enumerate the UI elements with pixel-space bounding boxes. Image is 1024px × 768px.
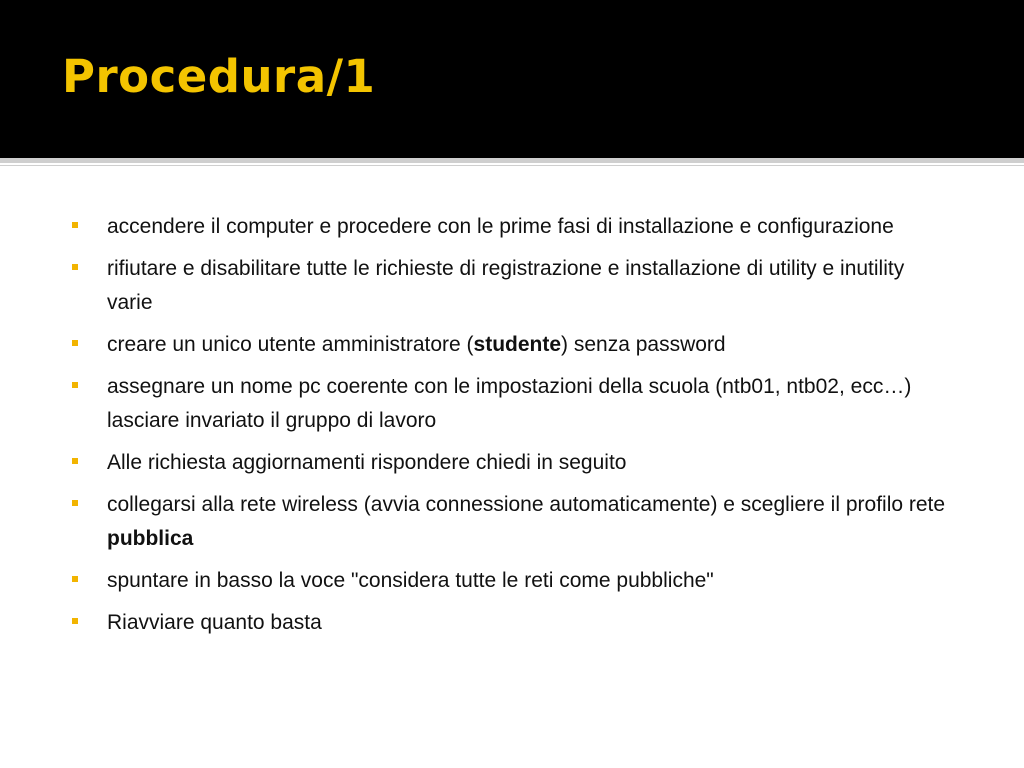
square-bullet-icon (72, 500, 78, 506)
bullet-text: Alle richiesta aggiornamenti rispondere chiedi in seguito (107, 451, 627, 474)
bullet-text: spuntare in basso la voce "considera tutte le reti come pubbliche" (107, 569, 714, 592)
bullet-item (70, 370, 950, 438)
bullet-text-after: ) senza password (561, 333, 726, 356)
title-bar (0, 0, 1024, 158)
bullet-item (70, 252, 950, 320)
bullet-item (70, 328, 950, 362)
bullet-text-bold: studente (473, 333, 562, 356)
slide-title: Procedura/1 (62, 50, 376, 103)
bullet-text: rifiutare e disabilitare tutte le richieste di registrazione e installazione di utility e inutility varie (107, 257, 905, 314)
bullet-item (70, 564, 950, 598)
square-bullet-icon (72, 458, 78, 464)
bullet-text: Riavviare quanto basta (107, 611, 322, 634)
bullet-text-bold: pubblica (107, 527, 194, 550)
bullet-item (70, 606, 950, 640)
bullet-text: assegnare un nome pc coerente con le impostazioni della scuola (ntb01, ntb02, ecc…) lasciare invariato il gruppo di lavoro (107, 375, 912, 432)
square-bullet-icon (72, 382, 78, 388)
bullet-text: accendere il computer e procedere con le prime fasi di installazione e configurazione (107, 215, 894, 238)
bullet-list (70, 210, 950, 648)
square-bullet-icon (72, 576, 78, 582)
title-divider-highlight (0, 163, 1024, 165)
bullet-text-before: creare un unico utente amministratore ( (107, 333, 474, 356)
square-bullet-icon (72, 618, 78, 624)
bullet-text-before: collegarsi alla rete wireless (avvia connessione automaticamente) e scegliere il profilo rete (107, 493, 946, 516)
bullet-item (70, 210, 950, 244)
bullet-item (70, 488, 950, 556)
square-bullet-icon (72, 264, 78, 270)
square-bullet-icon (72, 222, 78, 228)
square-bullet-icon (72, 340, 78, 346)
bullet-item (70, 446, 950, 480)
